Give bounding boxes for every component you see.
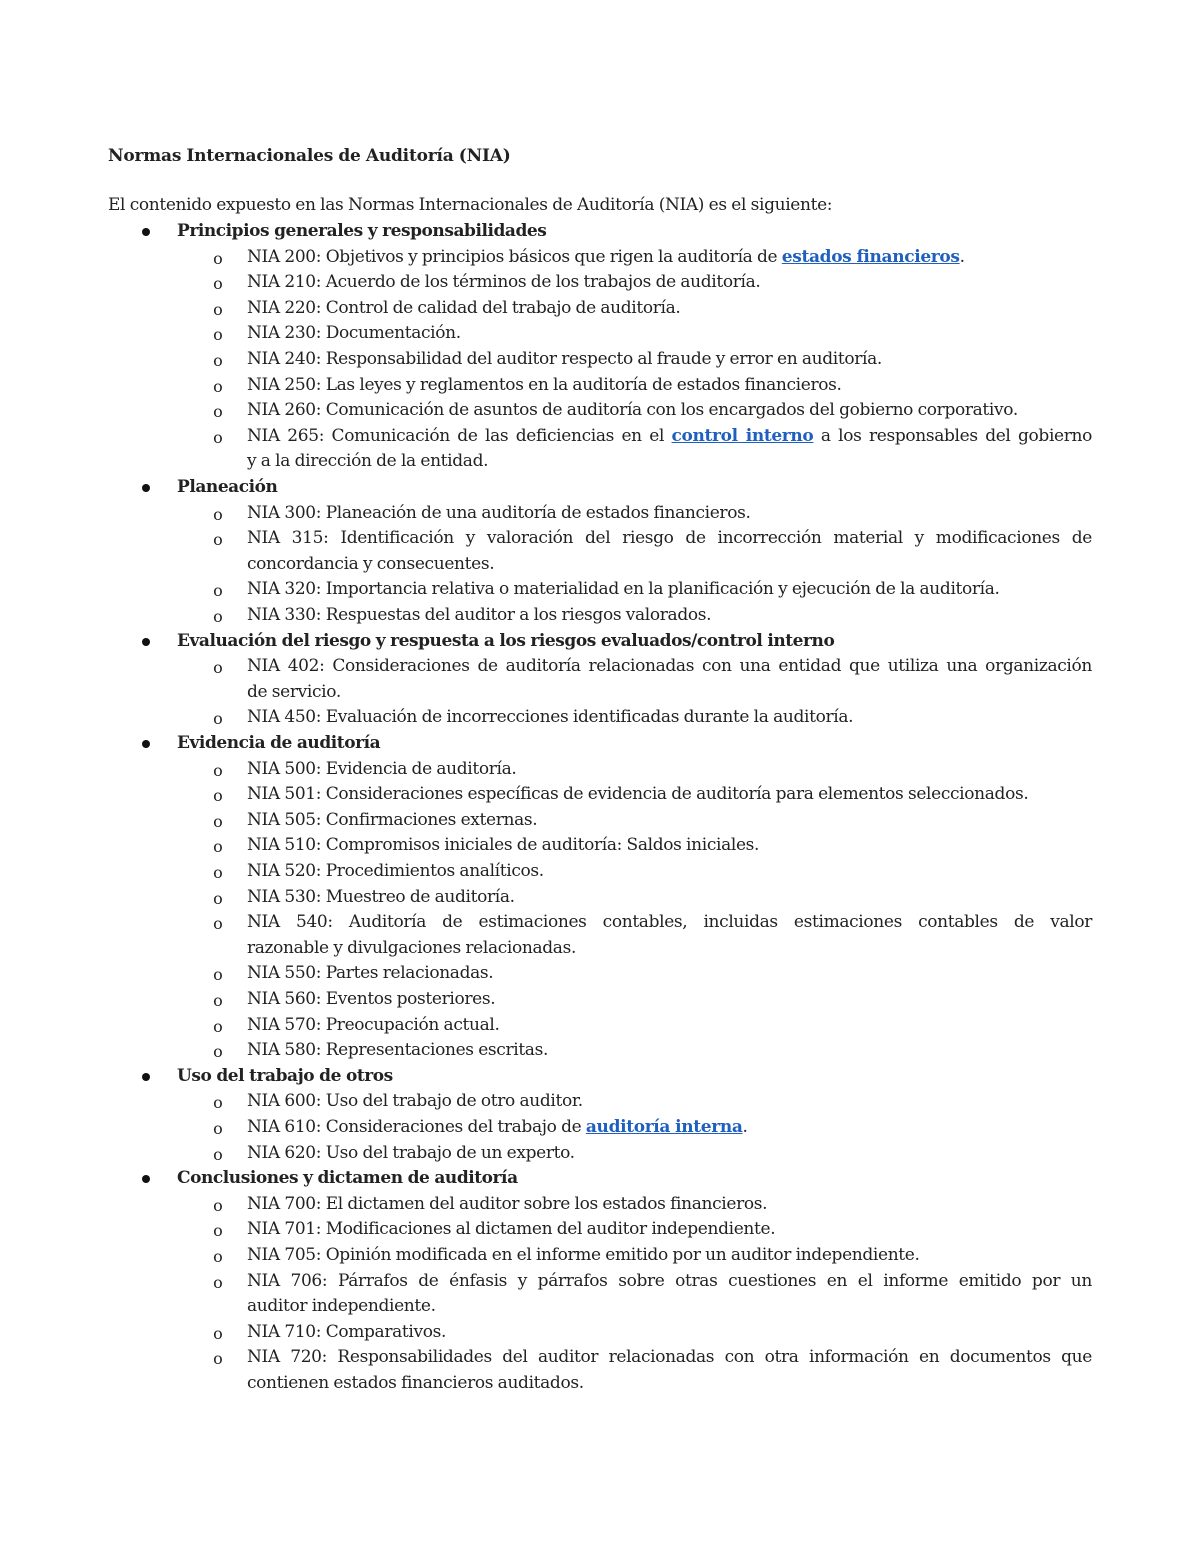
section-heading: Evidencia de auditoría: [177, 733, 381, 753]
list-item: NIA 240: Responsabilidad del auditor respecto al fraude y error en auditoría.: [247, 349, 882, 369]
item-bullet-icon: o: [213, 504, 223, 524]
intro-paragraph: El contenido expuesto en las Normas Internacionales de Auditoría (NIA) es el siguiente:: [108, 195, 833, 215]
list-item: NIA 560: Eventos posteriores.: [247, 989, 496, 1009]
section-bullet-icon: [142, 740, 150, 748]
item-bullet-icon: o: [213, 607, 223, 626]
link-auditoría-interna[interactable]: auditoría interna: [585, 1117, 743, 1137]
list-item: NIA 510: Compromisos iniciales de auditoría: Saldos iniciales.: [247, 835, 760, 856]
item-bullet-icon: o: [213, 837, 223, 857]
page-title: Normas Internacionales de Auditoría (NIA): [108, 146, 511, 166]
list-item: NIA 720: Responsabilidades del auditor relacionadas con otra información en documentos que: [247, 1347, 1092, 1368]
item-bullet-icon: o: [213, 1349, 223, 1369]
item-text: NIA 265: Comunicación de las deficiencias en el: [247, 425, 672, 446]
list-item: NIA 330: Respuestas del auditor a los riesgos valorados.: [247, 605, 712, 625]
item-bullet-icon: o: [213, 1323, 223, 1343]
list-item: NIA 300: Planeación de una auditoría de estados financieros.: [247, 502, 751, 523]
section-heading: Principios generales y responsabilidades: [177, 221, 547, 241]
item-bullet-icon: o: [213, 1119, 223, 1138]
item-bullet-icon: o: [213, 991, 223, 1010]
list-item: NIA 505: Confirmaciones externas.: [247, 809, 538, 830]
item-bullet-icon: o: [213, 581, 223, 601]
item-bullet-icon: o: [213, 709, 223, 729]
list-item: NIA 701: Modificaciones al dictamen del auditor independiente.: [247, 1219, 776, 1240]
section-heading: Evaluación del riesgo y respuesta a los riesgos evaluados/control interno: [177, 630, 835, 651]
item-text: .: [742, 1117, 748, 1137]
section-bullet-icon: [142, 1175, 150, 1183]
section-heading: Planeación: [177, 477, 278, 497]
link-control-interno[interactable]: control interno: [671, 425, 814, 446]
item-bullet-icon: o: [213, 811, 223, 831]
item-text: .: [959, 246, 965, 267]
list-item: NIA 450: Evaluación de incorrecciones identificadas durante la auditoría.: [247, 707, 854, 728]
item-text: NIA 610: Consideraciones del trabajo de: [247, 1117, 586, 1137]
list-item: NIA 540: Auditoría de estimaciones contables, incluidas estimaciones contables de valor: [247, 912, 1092, 933]
item-bullet-icon: o: [213, 530, 223, 550]
list-item: NIA 706: Párrafos de énfasis y párrafos sobre otras cuestiones en el informe emitido por un: [247, 1270, 1092, 1291]
list-item: NIA 210: Acuerdo de los términos de los trabajos de auditoría.: [247, 272, 761, 293]
list-item: NIA 402: Consideraciones de auditoría relacionadas con una entidad que utiliza una organización: [247, 656, 1092, 677]
list-item: NIA 250: Las leyes y reglamentos en la auditoría de estados financieros.: [247, 374, 842, 395]
item-bullet-icon: o: [213, 786, 223, 806]
item-bullet-icon: o: [213, 274, 223, 294]
section-bullet-icon: [142, 484, 150, 492]
list-item: NIA 600: Uso del trabajo de otro auditor.: [247, 1091, 583, 1112]
list-item: NIA 550: Partes relacionadas.: [247, 963, 494, 984]
list-item-continuation: contienen estados financieros auditados.: [247, 1373, 584, 1393]
item-bullet-icon: o: [213, 376, 223, 396]
item-bullet-icon: o: [213, 1144, 223, 1164]
item-bullet-icon: o: [213, 248, 223, 268]
list-item-continuation: razonable y divulgaciones relacionadas.: [247, 937, 577, 958]
list-item: NIA 220: Control de calidad del trabajo de auditoría.: [247, 297, 681, 318]
item-bullet-icon: o: [213, 1195, 223, 1215]
list-item: NIA 260: Comunicación de asuntos de auditoría con los encargados del gobierno corporativo.: [247, 400, 1018, 421]
item-bullet-icon: o: [213, 1042, 223, 1062]
list-item: NIA 700: El dictamen del auditor sobre los estados financieros.: [247, 1193, 768, 1214]
item-bullet-icon: o: [213, 1221, 223, 1241]
item-bullet-icon: o: [213, 888, 223, 908]
item-bullet-icon: o: [213, 427, 223, 447]
item-bullet-icon: o: [213, 658, 223, 678]
list-item: [247, 245, 965, 269]
list-item-continuation: de servicio.: [247, 681, 341, 702]
list-item: NIA 710: Comparativos.: [247, 1321, 447, 1342]
item-bullet-icon: o: [213, 325, 223, 345]
item-bullet-icon: o: [213, 914, 223, 934]
item-text: NIA 200: Objetivos y principios básicos que rigen la auditoría de: [247, 246, 782, 267]
list-item: NIA 501: Consideraciones específicas de evidencia de auditoría para elementos seleccionados.: [247, 784, 1029, 805]
list-item: NIA 580: Representaciones escritas.: [247, 1040, 549, 1061]
item-bullet-icon: o: [213, 1272, 223, 1292]
item-bullet-icon: o: [213, 299, 223, 319]
list-item-continuation: auditor independiente.: [247, 1296, 436, 1317]
section-bullet-icon: [142, 228, 150, 236]
list-item: NIA 500: Evidencia de auditoría.: [247, 758, 517, 779]
list-item: NIA 705: Opinión modificada en el informe emitido por un auditor independiente.: [247, 1245, 920, 1265]
list-item: NIA 230: Documentación.: [247, 323, 461, 344]
item-bullet-icon: o: [213, 1247, 223, 1266]
item-bullet-icon: o: [213, 1016, 223, 1036]
item-bullet-icon: o: [213, 351, 223, 370]
section-heading: Uso del trabajo de otros: [177, 1065, 393, 1086]
list-item: NIA 570: Preocupación actual.: [247, 1014, 500, 1035]
section-heading: Conclusiones y dictamen de auditoría: [177, 1168, 518, 1189]
section-bullet-icon: [142, 638, 150, 646]
item-bullet-icon: o: [213, 760, 223, 780]
list-item: NIA 530: Muestreo de auditoría.: [247, 886, 515, 907]
list-item: [247, 1115, 748, 1139]
item-text: a los responsables del gobierno: [813, 425, 1092, 446]
link-estados-financieros[interactable]: estados financieros: [781, 246, 960, 267]
item-bullet-icon: o: [213, 965, 223, 985]
list-item-continuation: concordancia y consecuentes.: [247, 553, 495, 574]
item-bullet-icon: o: [213, 863, 223, 882]
section-bullet-icon: [142, 1073, 150, 1081]
list-item: NIA 315: Identificación y valoración del riesgo de incorrección material y modificaciones de: [247, 528, 1092, 549]
list-item: NIA 620: Uso del trabajo de un experto.: [247, 1142, 575, 1163]
item-bullet-icon: o: [213, 1093, 223, 1113]
list-item-continuation: y a la dirección de la entidad.: [247, 451, 489, 472]
list-item: NIA 320: Importancia relativa o materialidad en la planificación y ejecución de la auditoría.: [247, 579, 1000, 600]
list-item: [247, 424, 1092, 448]
list-item: NIA 520: Procedimientos analíticos.: [247, 861, 544, 881]
item-bullet-icon: o: [213, 402, 223, 422]
